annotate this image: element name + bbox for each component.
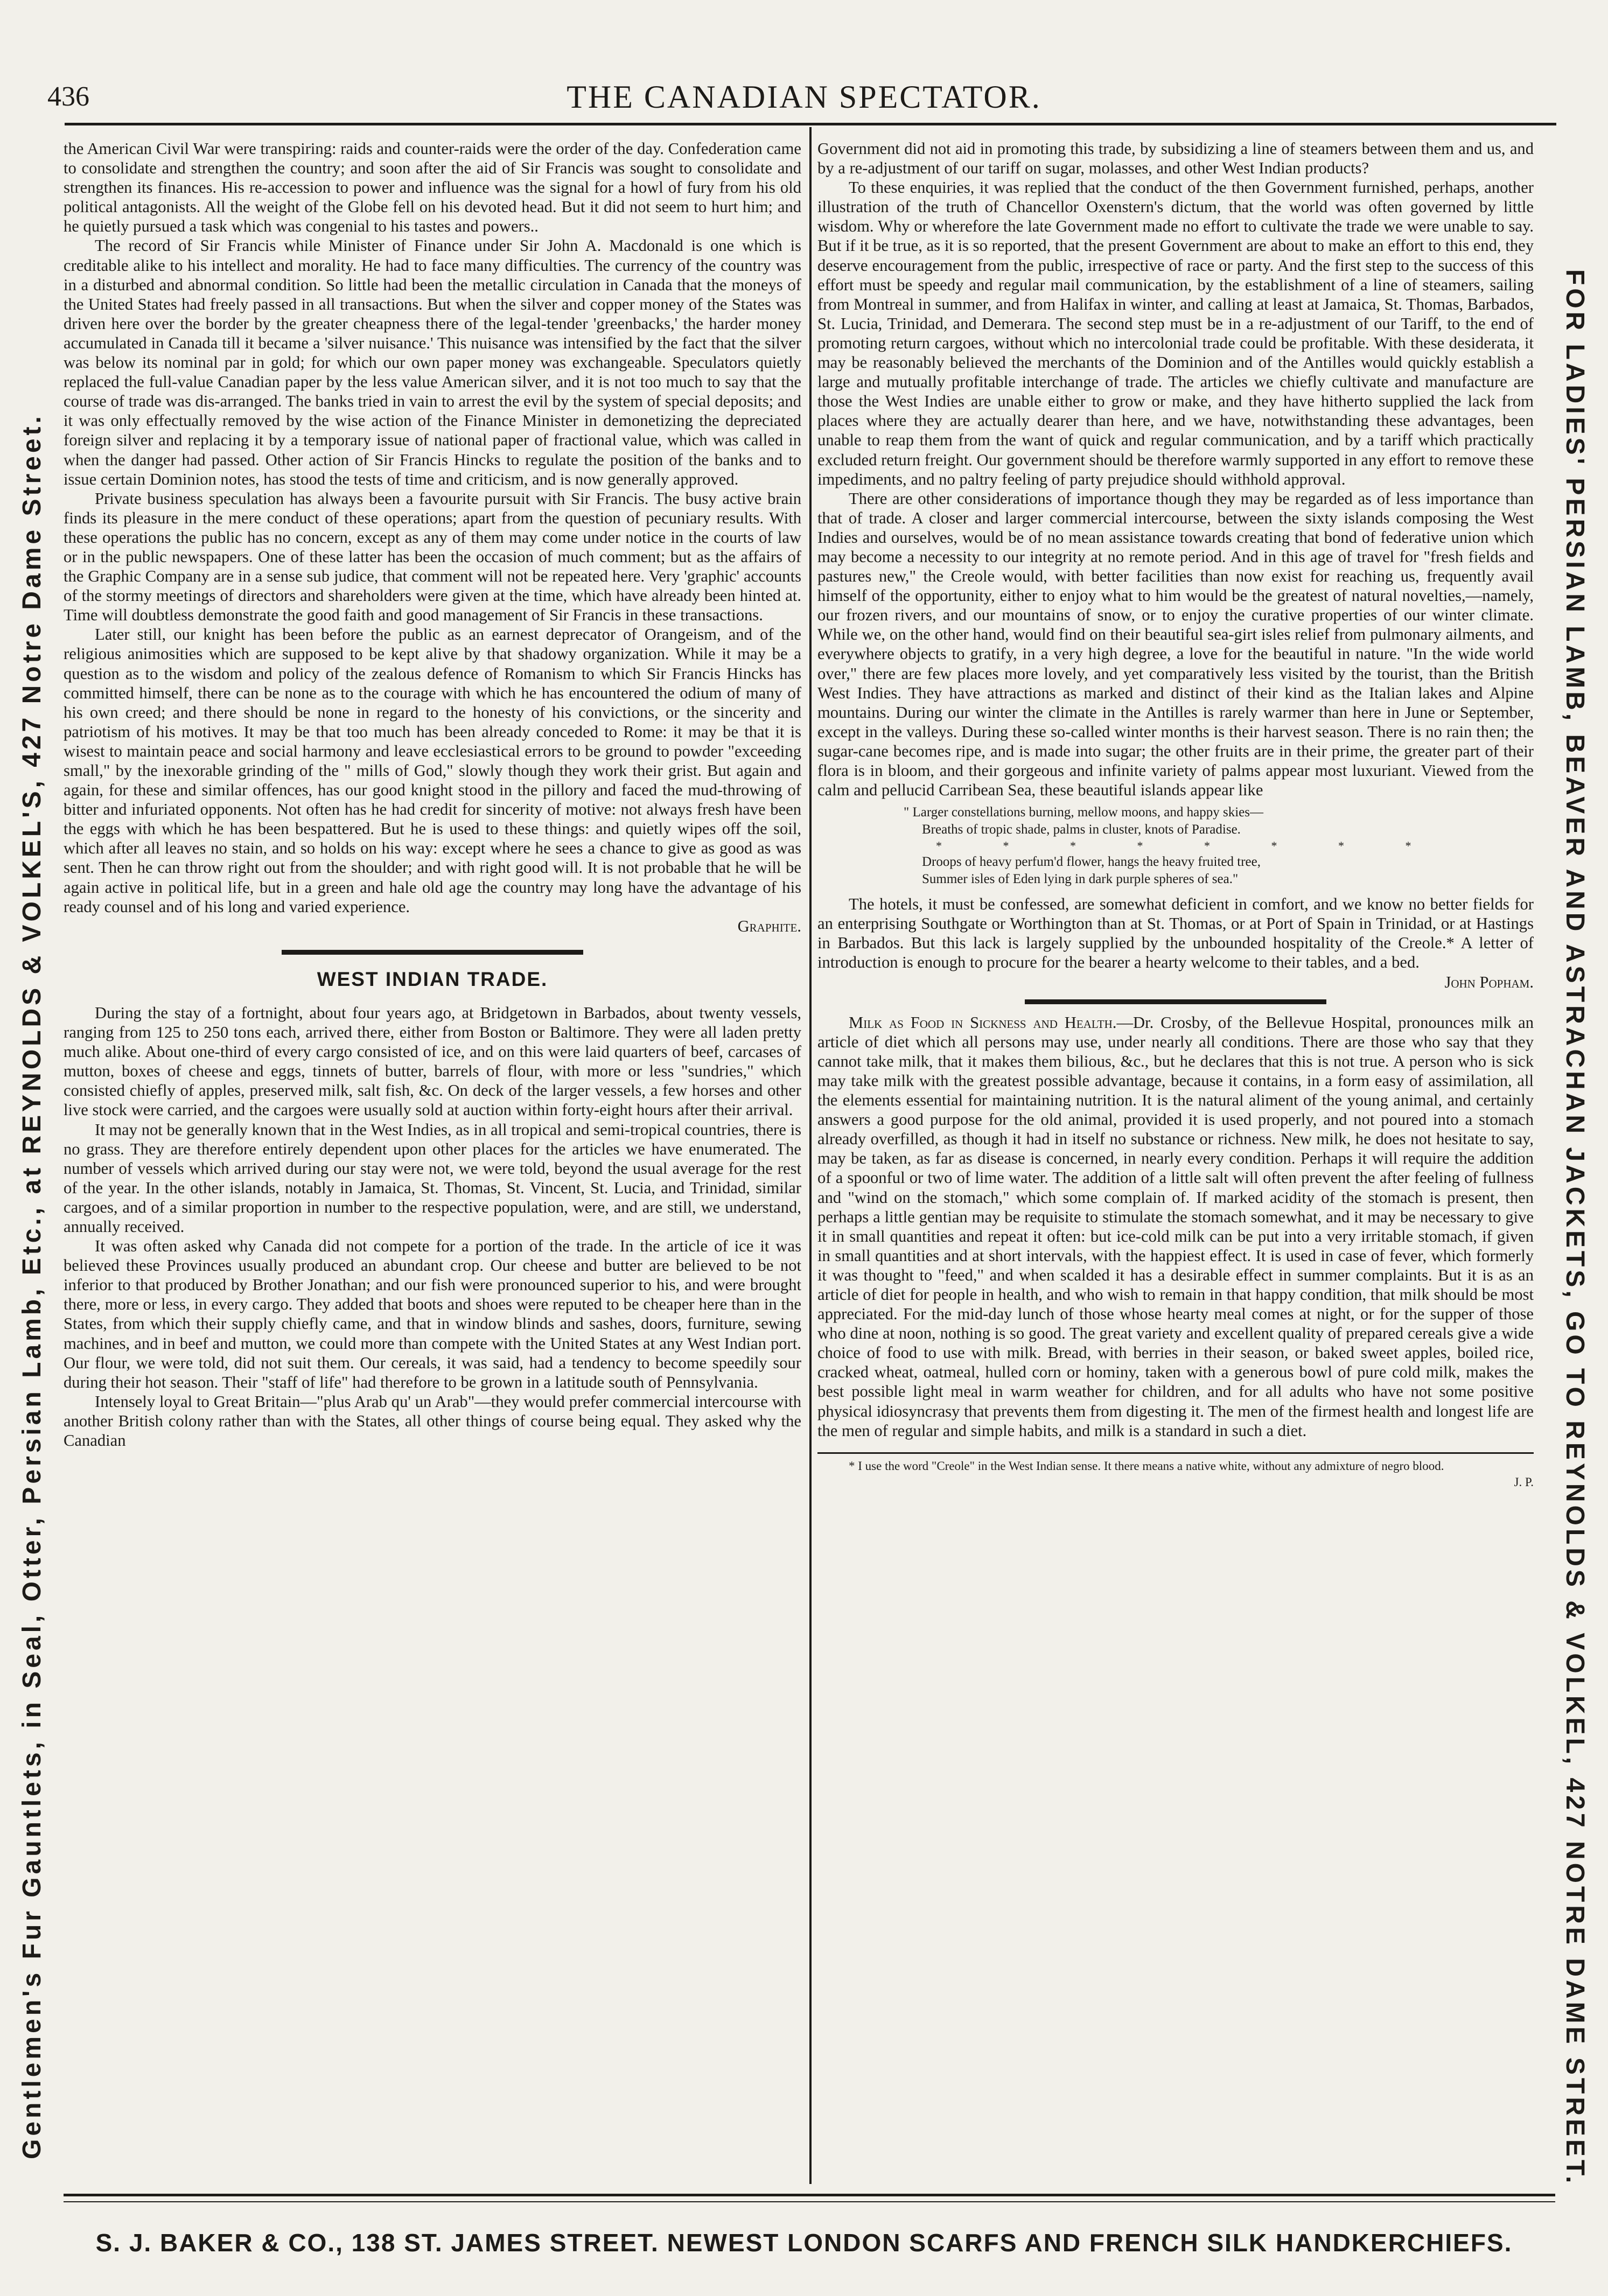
article-paragraph: Later still, our knight has been before the public as an earnest deprecator of Orangeism, and of the religious animosities which are supposed to be kept alive by that shadowy organization. While it may be a question as to the wisdom and policy of the zealous defence of Romanism to which Sir Francis Hincks has committed himself, there can be none as to the courage with which he has encountered the odium of many of his own creed; and there should be none in regard to the honesty of his convictions, or the sincerity and patriotism of his motives. It may be that too much has been already conceded to Rome: it may be that it is wisest to maintain peace and social harmony and leave ecclesiastical errors to be ground to powder "exceeding small," by the inexorable grinding of the " mills of God," slowly though they work their grist. But again and again, for these and similar offences, has our good knight stood in the pillory and faced the mud-throwing of bitter and infuriated opponents. Not often has he had credit for sincerity of motive: not always fresh have been the eggs with which he has been bespattered. But he is used to these things: and quietly wipes off the soil, which after all leaves no stain, and so holds on his way: except where he sees a chance to give as good as was sent. Then he can throw right out from the shoulder; and with right good will. It is not probable that he will be again active in political life, but in a green and hale old age the country may long have the advantage of his ready counsel and of his long and varied experience. (64, 625, 801, 916)
column-divider (809, 127, 812, 2184)
section-divider (1025, 999, 1326, 1004)
page-number: 436 (47, 81, 89, 112)
side-advertisement-left: Gentlemen's Fur Gauntlets, in Seal, Otter, Persian Lamb, Etc., at REYNOLDS & VOLKEL'S, 427 Notre Dame Street. (18, 413, 46, 2159)
poem-quote (817, 804, 1534, 888)
article-paragraph: There are other considerations of importance though they may be regarded as of less importance than that of trade. A closer and larger commercial intercourse, between the sixty islands composing the West Indies and ourselves, would be of no mean assistance towards creating that bond of federative union which may become a necessity to our integrity at no remote period. And in this age of travel for "fresh fields and pastures new," the Creole would, with better facilities than now exist for reaching us, frequently avail himself of the opportunity, either to enjoy what to him would be the greatest of natural novelties,—namely, our frozen rivers, and our mountains of snow, or to enjoy the curative properties of our winter climate. While we, on the other hand, would find on their beautiful sea-girt isles relief from pulmonary ailments, and everywhere objects to gratify, in a very high degree, a love for the beautiful in nature. "In the wide world over," there are few places more lovely, and yet comparatively less visited by the tourist, than the British West Indies. They have attractions as marked and distinct of their kind as the Italian lakes and Alpine mountains. During our winter the climate in the Antilles is rarely warmer than here in June or September, except in the valleys. During these so-called winter months is their harvest season. There is no rain then; the sugar-cane becomes ripe, and is made into sugar; the other fruits are in their prime, the greater part of their flora is in bloom, and their gorgeous and infinite variety of palms appear most luxuriant. Viewed from the calm and pellucid Carribean Sea, these beautiful islands appear like (817, 489, 1534, 800)
header-rule (65, 123, 1556, 125)
milk-article (817, 1013, 1534, 1440)
side-advertisement-right: FOR LADIES' PERSIAN LAMB, BEAVER AND ASTRACHAN JACKETS, GO TO REYNOLDS & VOLKEL, 427 NOTRE DAME STREET. (1561, 269, 1589, 2187)
article-paragraph: The record of Sir Francis while Minister of Finance under Sir John A. Macdonald is one which is creditable alike to his intellect and morality. He had to face many difficulties. The currency of the country was in a disturbed and abnormal condition. So little had been the metallic circulation in Canada that the moneys of the United States had freely passed in all transactions. But when the silver and copper money of the States was driven here over the border by the greater cheapness there of the legal-tender 'greenbacks,' the harder money accumulated in Canada till it became a 'silver nuisance.' This nuisance was intensified by the fact that the silver was below its nominal par in gold; for which our own paper money was exchangeable. Speculators quietly replaced the full-value Canadian paper by the less value American silver, and it is not too much to say that the course of trade was dis-arranged. The banks tried in vain to arrest the evil by the system of special deposits; and it was only effectually removed by the wise action of the Finance Minister in demonetizing the depreciated foreign silver and replacing it by a temporary issue of national paper of fractional value, which was called in when the danger had passed. Other action of Sir Francis Hincks to regulate the position of the banks and to issue certain Dominion notes, has stood the tests of time and criticism, and is now generally approved. (64, 236, 801, 488)
section-divider (282, 950, 583, 955)
article-title: WEST INDIAN TRADE. (317, 968, 548, 990)
article-paragraph: Private business speculation has always been a favourite pursuit with Sir Francis. The busy active brain finds its pleasure in the mere conduct of these operations; apart from the question of pecuniary results. With these operations the public has no concern, except as any of them may come under notice in the courts of law or in the public newspapers. One of these latter has been the occasion of much comment; but as the affairs of the Graphic Company are in a sense sub judice, that comment will not be repeated here. Very 'graphic' accounts of the stormy meetings of directors and shareholders were given at the time, which have already been hinted at. Time will doubtless demonstrate the good faith and good management of Sir Francis in these transactions. (64, 489, 801, 625)
running-head: THE CANADIAN SPECTATOR. (567, 79, 1041, 115)
footer-advertisement: S. J. BAKER & CO., 138 ST. JAMES STREET. NEWEST LONDON SCARFS AND FRENCH SILK HANDKERCHIEFS. (95, 2229, 1513, 2257)
right-column (817, 139, 1534, 1490)
left-column (64, 139, 801, 1450)
article-paragraph: It may not be generally known that in the West Indies, as in all tropical and semi-tropical countries, there is no grass. They are therefore entirely dependent upon other places for the articles we have enumerated. The number of vessels which arrived during our stay were not, we were told, beyond the usual average for the rest of the year. In the other islands, notably in Jamaica, St. Thomas, St. Vincent, St. Lucia, and Trinidad, similar cargoes, and of a similar proportion in number to the respective population, were, and are still, we understand, annually received. (64, 1120, 801, 1236)
article-paragraph: Intensely loyal to Great Britain—"plus Arab qu' un Arab"—they would prefer commercial intercourse with another British colony rather than with the States, all other things of course being equal. They asked why the Canadian (64, 1392, 801, 1450)
article-paragraph: the American Civil War were transpiring: raids and counter-raids were the order of the day. Confederation came to consolidate and strengthen the country; and soon after the aid of Sir Francis was sought to consolidate and strengthen its finances. His re-accession to power and influence was the signal for a howl of fury from his old political antagonists. All the weight of the Globe fell on his devoted head. But it did not seem to hurt him; and he quietly pursued a task which was congenial to his tastes and powers.. (64, 139, 801, 236)
footer-rule-bottom (64, 2201, 1555, 2202)
poem-line: " Larger constellations burning, mellow moons, and happy skies— (904, 805, 1263, 820)
footnote-signature: J. P. (1514, 1475, 1534, 1489)
article-signature: Graphite. (737, 916, 801, 935)
article-paragraph: Government did not aid in promoting this trade, by subsidizing a line of steamers between them and us, and by a re-adjustment of our tariff on sugar, molasses, and other West Indian products? (817, 139, 1534, 178)
article-paragraph: To these enquiries, it was replied that the conduct of the then Government furnished, perhaps, another illustration of the truth of Chancellor Oxenstern's dictum, that the world was often governed by little wisdom. Why or wherefore the late Government made no effort to cultivate the trade we were unable to say. But if it be true, as it is so reported, that the present Government are about to make an effort to this end, they deserve encouragement from the public, irrespective of race or party. And the first step to the success of this effort must be speedy and regular mail communication, by the establishment of a line of steamers, sailing from Montreal in summer, and from Halifax in winter, and calling at least at Jamaica, St. Thomas, Barbados, St. Lucia, Trinidad, and Demerara. The second step must be in a re-adjustment of our Tariff, to the end of promoting return cargoes, without which no intercolonial trade could be profitable. With these desiderata, it may be reasonably believed the merchants of the Dominion and of the Antilles would quickly establish a large and mutually profitable interchange of trade. The articles we chiefly cultivate and manufacture are those the West Indies are unable either to grow or make, and they have hitherto supplied the lack from places where they are actually dearer than here, and we have, notwithstanding these advantages, been unable to reap them from the want of quick and regular communication, and by a tariff which practically excluded return freight. Our government should be therefore warmly supported in any effort to remove these impediments, and no paltry feeling of party prejudice should withhold approval. (817, 178, 1534, 488)
article-paragraph: The hotels, it must be confessed, are somewhat deficient in comfort, and we know no better fields for an enterprising Southgate or Worthington than at St. Thomas, or at Port of Spain in Trinidad, or at Hastings in Barbados. But this lack is largely supplied by the unbounded hospitality of the Creole.* A letter of introduction is enough to procure for the bearer a hearty welcome to their tables, and a bed. (817, 895, 1534, 972)
poem-line: Summer isles of Eden lying in dark purple spheres of sea." (922, 872, 1239, 887)
milk-article-body: —Dr. Crosby, of the Bellevue Hospital, pronounces milk an article of diet which all persons may use, under nearly all conditions. There are those who say that they cannot take milk, that it makes them bilious, &c., but he declares that this is not true. A person who is sick may take milk with the greatest possible advantage, because it contains, in a form easy of assimilation, all the elements essential for maintaining nutrition. It is the natural aliment of the young animal, and certainly answers a good purpose for the old animal, provided it is used properly, and not poured into a stomach already overfilled, as though it had in itself no substance or richness. New milk, he does not hesitate to say, may be taken, as far as disease is concerned, in nearly every condition. Perhaps it will require the addition of a spoonful or two of lime water. The addition of a little salt will often prevent the after feeling of fullness and "wind on the stomach," which some complain of. If marked acidity of the stomach is present, then perhaps a little gentian may be requisite to stimulate the stomach somewhat, and it may be necessary to give it in small quantities and repeat it often: but ice-cold milk can be put into a very irritable stomach, if given in small quantities and at short intervals, with the happiest effect. It is used in case of fever, which formerly it was thought to "feed," and when scalded it has a desirable effect in summer complaints. But it is as an article of diet for people in health, and who wish to remain in that happy condition, that milk should be most appreciated. For the mid-day lunch of those whose hearty meal comes at night, or for the supper of those who dine at noon, nothing is so good. The great variety and excellent quality of prepared cereals give a wide choice of food to use with milk. Bread, with berries in their season, or baked sweet apples, boiled rice, cracked wheat, oatmeal, hulled corn or hominy, taken with a generous bowl of pure cold milk, makes the best possible light meal in warm weather for children, and for all adults who have not some positive physical idiosyncrasy that prevents them from digesting it. The men of the firmest health and longest life are the men of regular and simple habits, and milk is a standard in such a diet. (817, 1013, 1534, 1440)
poem-line: Breaths of tropic shade, palms in cluster, knots of Paradise. (922, 822, 1241, 837)
poem-stars: * * * * * * * * (936, 839, 1441, 853)
article-paragraph: It was often asked why Canada did not compete for a portion of the trade. In the article of ice it was believed these Provinces usually produced an abundant crop. Our cheese and butter are believed to be not inferior to that produced by Brother Jonathan; and our fish were pronounced superior to his, and were brought there, more or less, in every cargo. They added that boots and shoes were reputed to be cheaper here than in the States, from which their supply chiefly came, and that in window blinds and sashes, doors, furniture, sewing machines, and in beef and mutton, we could more than compete with the United States at any West Indian port. Our flour, we were told, did not suit them. Our cereals, it was said, had a tendency to become speedily sour during their hot season. Their "staff of life" had therefore to be grown in a latitude south of Pennsylvania. (64, 1237, 801, 1391)
footnote: * I use the word "Creole" in the West Indian sense. It there means a native white, without any admixture of negro blood. (849, 1459, 1444, 1473)
article-paragraph: During the stay of a fortnight, about four years ago, at Bridgetown in Barbados, about twenty vessels, ranging from 125 to 250 tons each, arrived there, either from Boston or Baltimore. They were all laden pretty much alike. About one-third of every cargo consisted of ice, and on this were laid quarters of beef, carcases of mutton, boxes of cheese and eggs, tinnets of butter, barrels of flour, with more or less "sundries," which consisted chiefly of apples, preserved milk, salt fish, &c. On deck of the larger vessels, a few horses and other live stock were carried, and the cargoes were usually sold at auction within forty-eight hours after their arrival. (64, 1003, 801, 1119)
article-signature: John Popham. (1444, 972, 1534, 991)
footnote-rule (817, 1452, 1534, 1454)
milk-article-heading: Milk as Food in Sickness and Health. (849, 1013, 1117, 1032)
poem-line: Droops of heavy perfum'd flower, hangs the heavy fruited tree, (922, 855, 1261, 870)
footer-rule-top (64, 2194, 1555, 2196)
